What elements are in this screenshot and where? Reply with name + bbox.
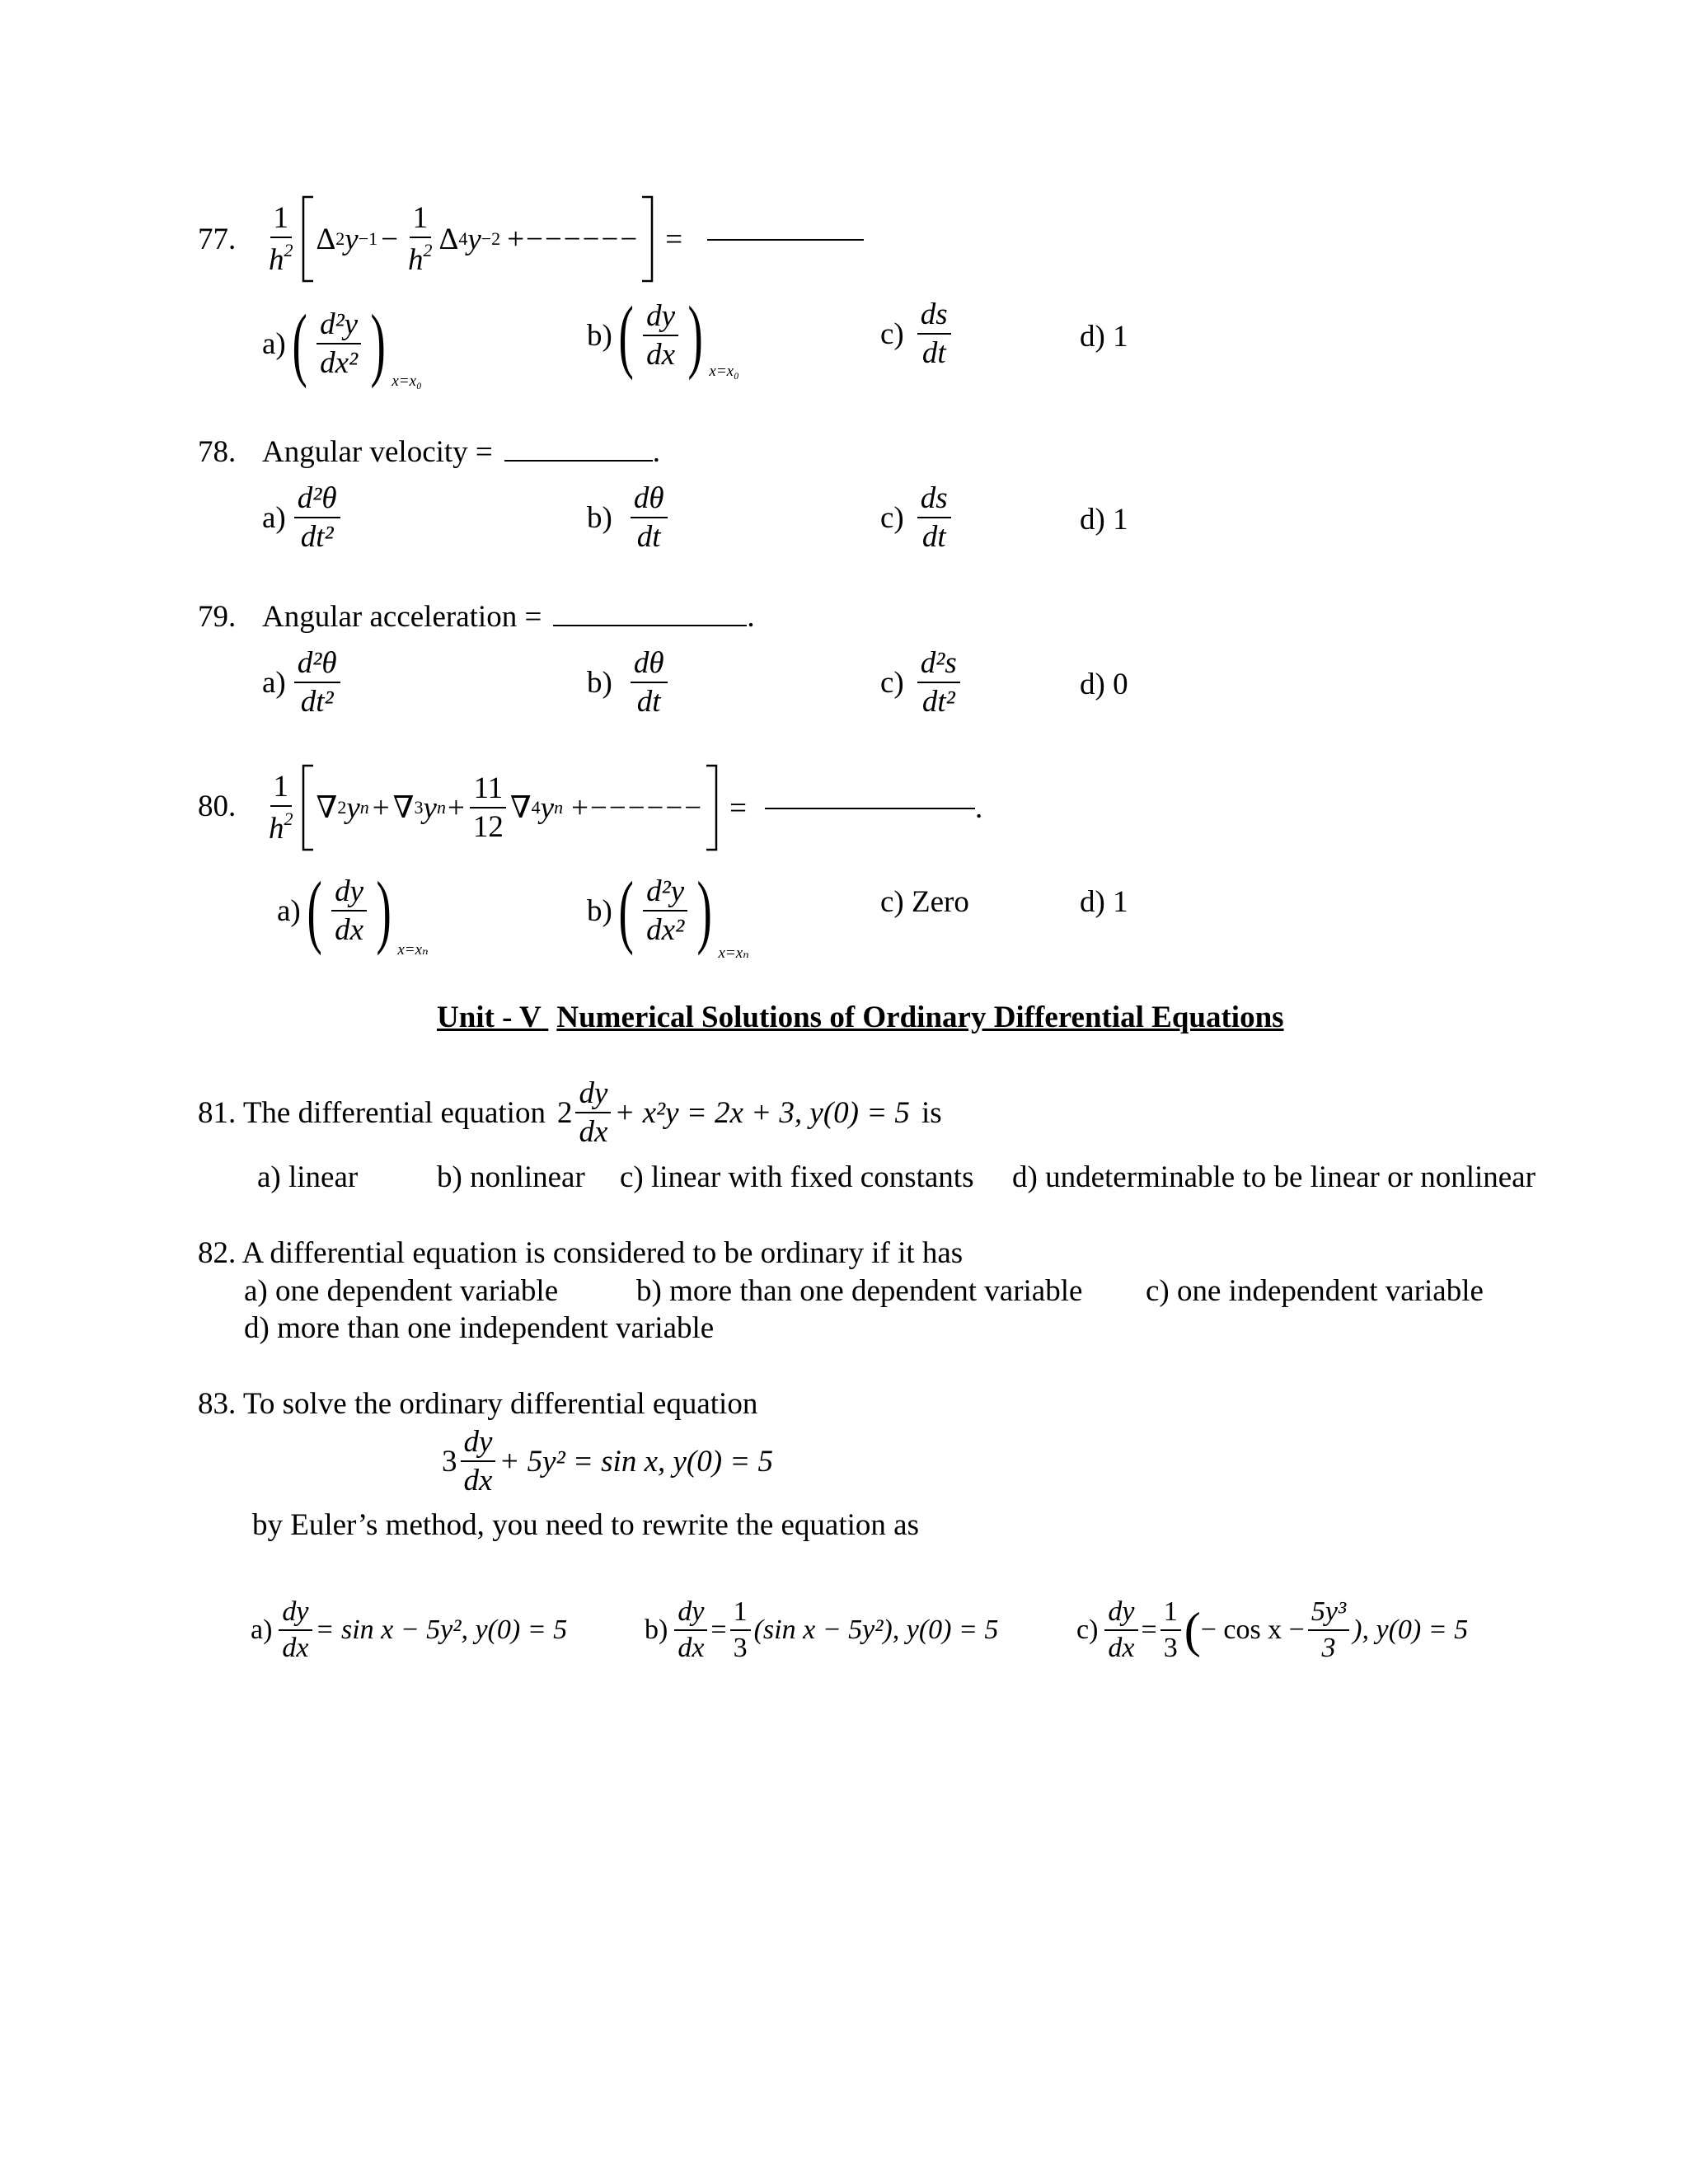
q81-option-d: d) undeterminable to be linear or nonlinear <box>1012 1160 1536 1194</box>
q78-number: 78. <box>198 435 237 469</box>
q78-option-c: c) $\frac{ds}{dt}$ <box>880 476 954 559</box>
q80-option-d: d) 1 <box>1080 885 1128 919</box>
q78-option-d: d) 1 <box>1080 503 1128 537</box>
q80-option-a: a) ( $\frac{dy}{dx}$ ) x=xₙ <box>277 865 429 958</box>
q83-question: 83. To solve the ordinary differential equation <box>198 1387 758 1421</box>
unit-heading: Unit - V Numerical Solutions of Ordinary Differential Equations <box>437 1001 1284 1034</box>
q79-option-a: a) $\frac{\text{d²θ}}{\text{dt²}}$ <box>262 641 344 724</box>
q77-option-c: c) $\frac{ds}{dt}$ <box>880 297 954 371</box>
q79-text: Angular acceleration = . <box>262 600 755 634</box>
q82-option-b: b) more than one dependent variable <box>636 1274 1083 1308</box>
q77-number: 77. <box>198 223 237 256</box>
answer-blank <box>707 238 864 241</box>
q79-option-b: b) $\frac{d\theta}{dt}$ <box>587 641 671 724</box>
left-bracket <box>300 194 316 284</box>
q83-option-b: b) $\frac{dy}{dx}$ = $\frac{1}{3}$ (sin x − 5y²), y(0) = 5 <box>645 1596 999 1663</box>
left-bracket <box>300 762 316 853</box>
q77-option-b: b) ( $\frac{dy}{dx}$ ) x=x₀ <box>587 289 739 381</box>
q81-question: 81. The differential equation 2 $\frac{dy}{dx}$ + x²y = 2x + 3, y(0) = 5 is <box>198 1076 942 1149</box>
q77-expression: $\frac{1}{h^2}$ Δ 2 y −1 − $\frac{1}{h^2}$ Δ 4 y −2 +−−−−−− = <box>262 198 864 280</box>
right-bracket <box>639 194 655 284</box>
q79-option-d: d) 0 <box>1080 668 1128 701</box>
q83-instruction: by Euler’s method, you need to rewrite the equation as <box>252 1508 919 1542</box>
q81-option-a: a) linear <box>257 1160 359 1194</box>
q78-option-a: a) $\frac{\text{d²θ}}{\text{dt²}}$ <box>262 476 344 559</box>
q80-expression: $\frac{1}{h^2}$ ∇ 2 y n + ∇ 3 y n + $\frac{11}{12}$ ∇ 4 y n +−−−−−− = . <box>262 762 982 853</box>
q79-option-c: c) $\frac{\text{d²s}}{\text{dt²}}$ <box>880 641 964 724</box>
q82-option-d: d) more than one independent variable <box>244 1311 715 1345</box>
answer-blank <box>765 807 975 809</box>
q82-option-a: a) one dependent variable <box>244 1274 559 1308</box>
q79-number: 79. <box>198 600 237 634</box>
q82-question: 82. A differential equation is considered to be ordinary if it has <box>198 1236 964 1270</box>
q77-fraction-inner: $\frac{1}{h^2}$ <box>408 201 433 277</box>
q83-equation: 3 $\frac{dy}{dx}$ + 5y² = sin x, y(0) = 5 <box>442 1425 774 1497</box>
q78-option-b: b) $\frac{d\theta}{dt}$ <box>587 476 671 559</box>
right-bracket <box>703 762 720 853</box>
q83-option-a: a) $\frac{dy}{dx}$ = sin x − 5y², y(0) = 5 <box>251 1596 568 1663</box>
q80-option-c: c) Zero <box>880 885 969 919</box>
q81-option-b: b) nonlinear <box>437 1160 585 1194</box>
q81-option-c: c) linear with fixed constants <box>620 1160 974 1194</box>
q80-number: 80. <box>198 790 237 823</box>
q77-option-a: a) ( $\frac{\text{d²y}}{\text{dx²}}$ ) x=x₀ <box>262 298 422 390</box>
q77-fraction-1-over-h2: $\frac{1}{h^2}$ <box>269 201 293 277</box>
q80-option-b: b) ( $\frac{\text{d²y}}{\text{dx²}}$ ) x=xₙ <box>587 865 749 962</box>
q77-option-d: d) 1 <box>1080 320 1128 354</box>
q78-text: Angular velocity = . <box>262 435 661 469</box>
q82-option-c: c) one independent variable <box>1146 1274 1484 1308</box>
q83-option-c: c) $\frac{dy}{dx}$ = $\frac{1}{3}$ ( − cos x − $\frac{\text{5y³}}{3}$ ), y(0) = 5 <box>1076 1596 1469 1663</box>
